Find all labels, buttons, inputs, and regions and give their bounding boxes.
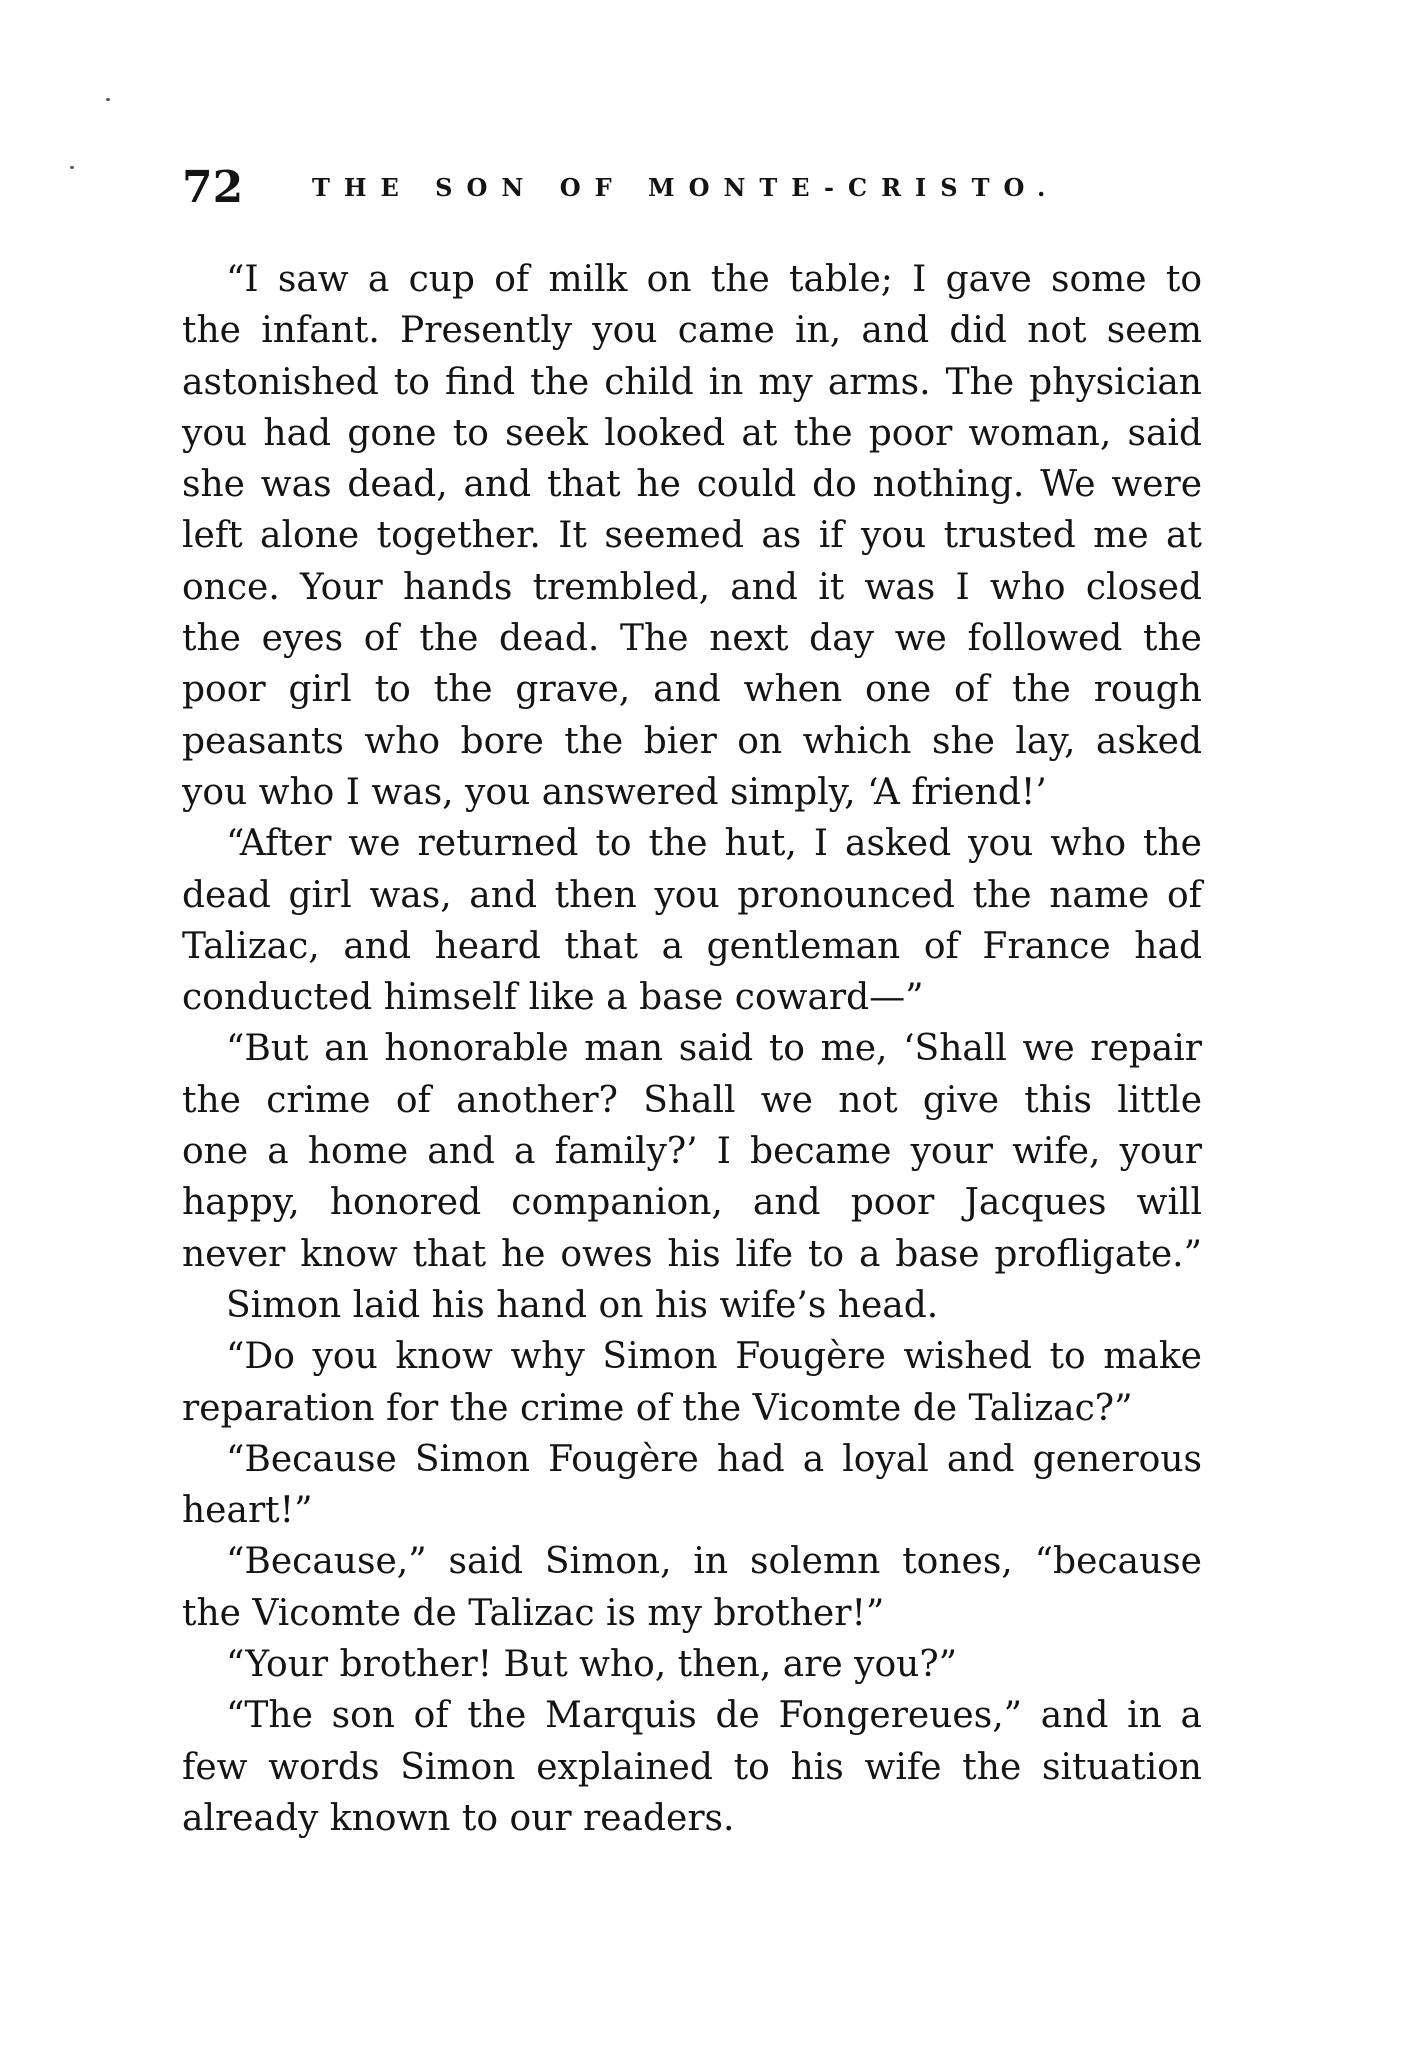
page-number: 72	[182, 162, 244, 213]
text-line: never know that he owes his life to a base profligate.”	[182, 1233, 1202, 1275]
text-line: “Because Simon Fougère had a loyal and generous	[226, 1438, 1202, 1480]
text-line: the Vicomte de Talizac is my brother!”	[182, 1592, 885, 1634]
text-line: one a home and a family?’ I became your wife, your	[182, 1131, 1202, 1173]
text-line: the eyes of the dead. The next day we followed the	[182, 618, 1202, 660]
text-line: peasants who bore the bier on which she lay, asked	[182, 720, 1202, 762]
text-line: dead girl was, and then you pronounced the name of	[182, 874, 1202, 916]
text-line: astonished to find the child in my arms. The physician	[182, 361, 1202, 403]
text-line: once. Your hands trembled, and it was I who closed	[182, 566, 1202, 608]
text-line: “I saw a cup of milk on the table; I gave some to	[226, 259, 1202, 300]
text-line: the crime of another? Shall we not give this little	[182, 1079, 1202, 1121]
running-title: THE SON OF MONTE-CRISTO.	[312, 173, 1060, 202]
text-line: poor girl to the grave, and when one of the rough	[182, 669, 1202, 711]
text-line: Simon laid his hand on his wife’s head.	[226, 1284, 939, 1326]
text-line: “Because,” said Simon, in solemn tones, “because	[226, 1541, 1202, 1583]
text-line: “Your brother! But who, then, are you?”	[226, 1644, 958, 1686]
text-line: “The son of the Marquis de Fongereues,” and in a	[226, 1695, 1202, 1737]
text-line: you had gone to seek looked at the poor woman, said	[182, 412, 1202, 454]
text-line: already known to our readers.	[182, 1797, 735, 1839]
text-line: she was dead, and that he could do nothing. We were	[182, 464, 1202, 506]
text-line: Talizac, and heard that a gentleman of France had	[182, 925, 1202, 967]
text-line: “Do you know why Simon Fougère wished to make	[226, 1336, 1202, 1378]
body-text	[182, 254, 1202, 1844]
text-line: conducted himself like a base coward—”	[182, 977, 924, 1019]
print-speck	[106, 98, 110, 101]
text-line: few words Simon explained to his wife the situation	[182, 1746, 1202, 1788]
text-line: happy, honored companion, and poor Jacques will	[182, 1182, 1202, 1224]
text-line: you who I was, you answered simply, ‘A friend!’	[182, 771, 1047, 813]
text-line: “After we returned to the hut, I asked you who the	[226, 823, 1202, 865]
text-line: reparation for the crime of the Vicomte de Talizac?”	[182, 1387, 1133, 1429]
page-header	[182, 158, 1202, 218]
text-line: “But an honorable man said to me, ‘Shall we repair	[226, 1028, 1202, 1070]
print-speck	[70, 166, 74, 169]
text-line: the infant. Presently you came in, and did not seem	[182, 310, 1202, 352]
text-line: heart!”	[182, 1490, 313, 1532]
text-line: left alone together. It seemed as if you trusted me at	[182, 515, 1202, 557]
